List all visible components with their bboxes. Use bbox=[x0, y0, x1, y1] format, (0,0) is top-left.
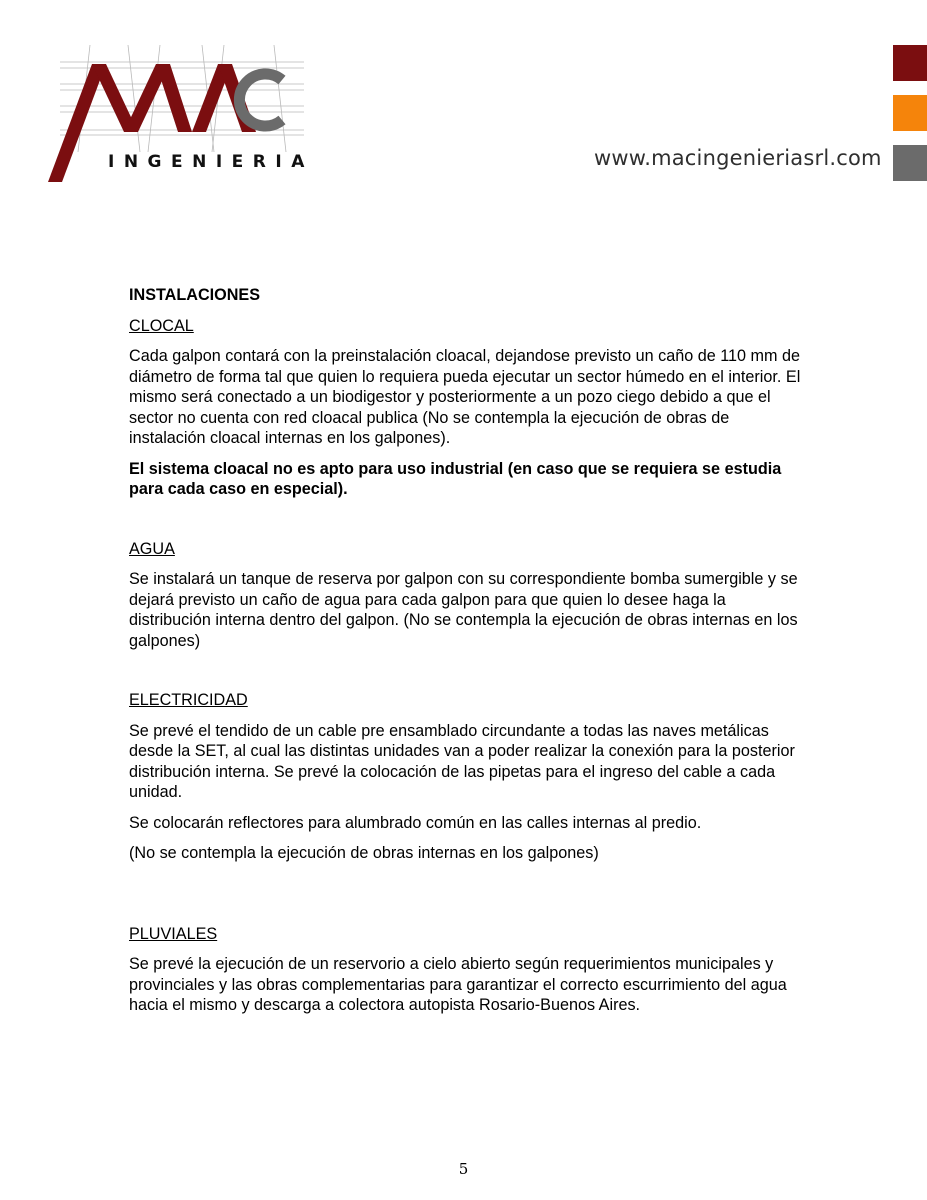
section-heading-agua: AGUA bbox=[129, 539, 175, 558]
agua-paragraph: Se instalará un tanque de reserva por galpon con su correspondiente bomba sumergible y se dejará previsto un caño de agua para cada galpon para que quien lo desee haga la distribución interna dentro del galpon. (No se contempla la ejecución de obras internas en los galpones) bbox=[129, 570, 798, 650]
page-number: 5 bbox=[458, 1160, 469, 1178]
clocal-paragraph: Cada galpon contará con la preinstalación cloacal, dejandose previsto un caño de 110 mm de diámetro de forma tal que quien lo requiera pueda ejecutar un sector húmedo en el interior. El mismo será conectado a un biodigestor y posteriormente a un pozo ciego debido a que el sector no cuenta con red cloacal publica (No se contempla la ejecución de obras de instalación cloacal internas en los galpones). bbox=[129, 347, 801, 447]
section-heading-clocal: CLOCAL bbox=[129, 316, 194, 335]
electricidad-reflectores: Se colocarán reflectores para alumbrado común en las calles internas al predio. bbox=[129, 813, 702, 832]
logo-subtitle: INGENIERIA bbox=[108, 152, 314, 172]
section-heading-pluviales: PLUVIALES bbox=[129, 924, 218, 943]
accent-bar-orange bbox=[893, 95, 927, 131]
electricidad-note: (No se contempla la ejecución de obras internas en los galpones) bbox=[129, 844, 599, 862]
document-body bbox=[129, 285, 809, 1026]
clocal-warning: El sistema cloacal no es apto para uso industrial (en caso que se requiera se estudia para cada caso en especial). bbox=[129, 459, 782, 498]
accent-bar-dark-red bbox=[893, 45, 927, 81]
pluviales-paragraph: Se prevé la ejecución de un reservorio a cielo abierto según requerimientos municipales y provinciales y las obras complementarias para garantizar el correcto escurrimiento del agua hacia el mismo y descarga a colectora autopista Rosario-Buenos Aires. bbox=[129, 955, 787, 1014]
accent-bar-gray bbox=[893, 145, 927, 181]
website-url[interactable]: www.macingenieriasrl.com bbox=[594, 146, 882, 170]
document-title: INSTALACIONES bbox=[129, 286, 261, 304]
section-heading-electricidad: ELECTRICIDAD bbox=[129, 691, 248, 709]
electricidad-paragraph: Se prevé el tendido de un cable pre ensamblado circundante a todas las naves metálicas desde la SET, al cual las distintas unidades van a poder realizar la conexión para la posterior distribución interna. Se prevé la colocación de las pipetas para el ingreso del cable a cada unidad. bbox=[129, 721, 795, 801]
